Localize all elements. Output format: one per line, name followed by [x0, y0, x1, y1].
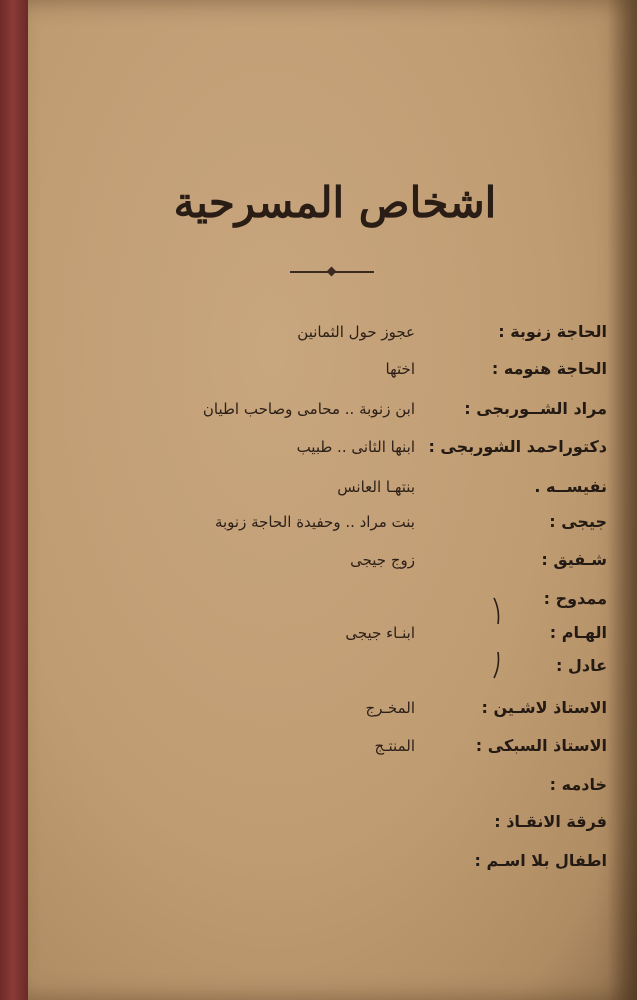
cast-row — [0, 550, 637, 580]
page-title: اشخاص المسرحية — [173, 178, 497, 227]
cast-description: زوج جيجى — [350, 551, 415, 569]
cast-row — [0, 512, 637, 542]
cast-row — [0, 589, 637, 619]
cast-name: الهـام : — [549, 623, 607, 642]
cast-name: عادل : — [556, 656, 607, 675]
cast-row — [0, 656, 637, 686]
cast-row — [0, 359, 637, 389]
cast-name: شـفيق : — [541, 550, 607, 569]
cast-row — [0, 322, 637, 352]
cast-description: المخـرج — [365, 699, 415, 717]
cast-row — [0, 698, 637, 728]
cast-row — [0, 477, 637, 507]
cast-name: الحاجة زنوبة : — [498, 322, 607, 341]
cast-row — [0, 812, 637, 842]
grouping-bracket — [486, 596, 506, 680]
cast-description: بنت مراد .. وحفيدة الحاجة زنوبة — [214, 513, 415, 531]
cast-row — [0, 399, 637, 429]
bracket-shape — [486, 596, 506, 680]
cast-name: ممدوح : — [543, 589, 607, 608]
cast-row — [0, 851, 637, 881]
cast-name: الاستاذ لاشـين : — [481, 698, 607, 717]
cast-row — [0, 623, 637, 653]
cast-name: فرقة الانقـاذ : — [494, 812, 607, 831]
cast-description: اختها — [385, 360, 415, 378]
cast-name: خادمه : — [549, 775, 607, 794]
cast-row — [0, 736, 637, 766]
cast-description: ابنـاء جيجى — [345, 624, 415, 642]
cast-name: مراد الشــوربجى : — [464, 399, 607, 418]
cast-description: ابن زنوبة .. محامى وصاحب اطيان — [202, 400, 415, 418]
cast-name: جيجى : — [549, 512, 607, 531]
cast-description: المنتـج — [374, 737, 415, 755]
cast-name: دكتوراحمد الشوربجى : — [428, 437, 607, 456]
cast-description: ابنها الثانى .. طبيب — [296, 438, 415, 456]
cast-description: بنتهـا العانس — [337, 478, 415, 496]
cast-row — [0, 775, 637, 805]
cast-row — [0, 437, 637, 467]
cast-name: الحاجة هنومه : — [491, 359, 607, 378]
cast-name: اطفال بلا اسـم : — [474, 851, 607, 870]
cast-name: نفيســه . — [534, 477, 607, 496]
cast-description: عجوز حول الثمانين — [297, 323, 415, 341]
cast-name: الاستاذ السبكى : — [475, 736, 607, 755]
